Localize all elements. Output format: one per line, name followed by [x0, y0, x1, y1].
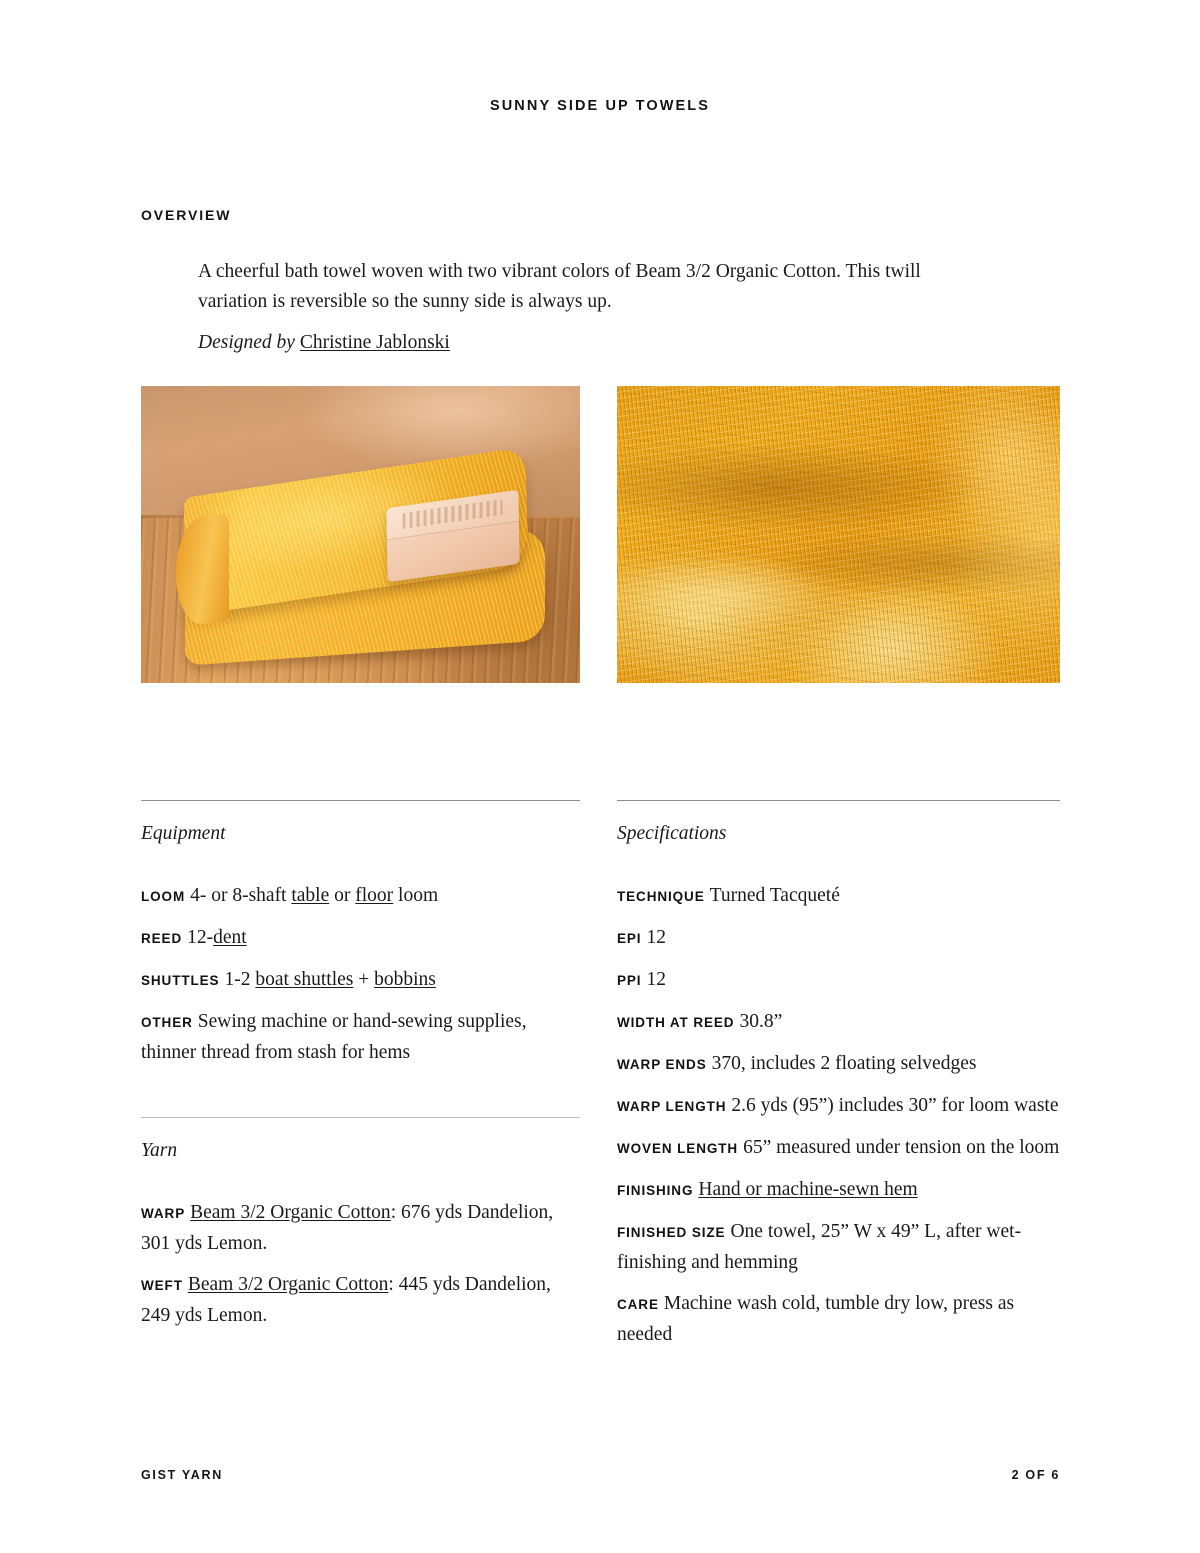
equipment-row-other: [141, 1007, 580, 1068]
yarn-row-warp: [141, 1198, 580, 1259]
yarn-row-weft: [141, 1270, 580, 1331]
spec-value-woven-length: 65” measured under tension on the loom: [743, 1137, 1060, 1158]
designed-by-line: [198, 328, 450, 358]
equipment-value-shuttles-pre: 1-2: [224, 969, 256, 990]
column-gap: [141, 1079, 580, 1117]
spec-row-woven-length: [617, 1133, 1060, 1164]
equipment-value-loom-mid: or: [329, 885, 356, 906]
equipment-link-table[interactable]: table: [291, 885, 330, 906]
equipment-label-loom: LOOM: [141, 889, 186, 904]
spec-label-woven-length: WOVEN LENGTH: [617, 1141, 739, 1156]
page-footer: [141, 1468, 1060, 1482]
page-title: SUNNY SIDE UP TOWELS: [489, 98, 711, 114]
photo-fabric-closeup: [617, 386, 1060, 683]
spec-row-warp-length: [617, 1091, 1060, 1122]
yarn-label-warp: WARP: [141, 1206, 186, 1221]
spec-value-width-at-reed: 30.8”: [739, 1011, 783, 1032]
equipment-row-loom: [141, 881, 580, 912]
spec-link-finishing-hem[interactable]: Hand or machine-sewn hem: [698, 1179, 918, 1200]
spec-label-ppi: PPI: [617, 973, 642, 988]
equipment-label-reed: REED: [141, 931, 183, 946]
spec-label-technique: TECHNIQUE: [617, 889, 705, 904]
yarn-title: Yarn: [141, 1140, 178, 1161]
spec-value-warp-ends: 370, includes 2 floating selvedges: [711, 1053, 977, 1074]
spec-row-width-at-reed: [617, 1007, 1060, 1038]
spec-value-ppi: 12: [646, 969, 666, 990]
spec-label-epi: EPI: [617, 931, 642, 946]
equipment-value-other: Sewing machine or hand-sewing supplies, thinner thread from stash for hems: [141, 1011, 527, 1063]
spec-row-care: [617, 1289, 1060, 1350]
equipment-row-shuttles: [141, 965, 580, 996]
equipment-divider: [141, 800, 580, 801]
specifications-title: Specifications: [617, 823, 727, 844]
spec-value-finished-size: One towel, 25” W x 49” L, after wet-finishing and hemming: [617, 1221, 1022, 1273]
footer-page-number: 2 OF 6: [1011, 1468, 1060, 1482]
yarn-link-warp-beam-cotton[interactable]: Beam 3/2 Organic Cotton: [190, 1202, 391, 1223]
yarn-divider: [141, 1117, 580, 1118]
equipment-row-reed: [141, 923, 580, 954]
yarn-value-warp: : 676 yds Dandelion, 301 yds Lemon.: [141, 1202, 554, 1254]
spec-value-care: Machine wash cold, tumble dry low, press as needed: [617, 1293, 1015, 1345]
left-column: [141, 800, 580, 1342]
equipment-value-reed-pre: 12-: [187, 927, 214, 948]
spec-value-warp-length: 2.6 yds (95”) includes 30” for loom waste: [731, 1095, 1059, 1116]
equipment-label-shuttles: SHUTTLES: [141, 973, 220, 988]
spec-row-warp-ends: [617, 1049, 1060, 1080]
equipment-value-shuttles-mid: +: [353, 969, 375, 990]
spec-value-technique: Turned Tacqueté: [709, 885, 840, 906]
yarn-link-weft-beam-cotton[interactable]: Beam 3/2 Organic Cotton: [187, 1274, 389, 1295]
equipment-title: Equipment: [141, 823, 226, 844]
spec-label-finishing: FINISHING: [617, 1183, 694, 1198]
yarn-value-weft: : 445 yds Dandelion, 249 yds Lemon.: [141, 1274, 551, 1326]
equipment-label-other: OTHER: [141, 1015, 193, 1030]
equipment-link-bobbins[interactable]: bobbins: [374, 969, 436, 990]
right-column: [617, 800, 1060, 1361]
spec-label-care: CARE: [617, 1297, 659, 1312]
spec-row-epi: [617, 923, 1060, 954]
spec-row-technique: [617, 881, 1060, 912]
equipment-value-loom-pre: 4- or 8-shaft: [190, 885, 292, 906]
spec-label-finished-size: FINISHED SIZE: [617, 1225, 726, 1240]
yarn-label-weft: WEFT: [141, 1278, 183, 1293]
equipment-link-floor[interactable]: floor: [355, 885, 394, 906]
specifications-divider: [617, 800, 1060, 801]
equipment-link-boat-shuttles[interactable]: boat shuttles: [255, 969, 354, 990]
overview-heading: OVERVIEW: [141, 207, 232, 223]
spec-row-ppi: [617, 965, 1060, 996]
equipment-link-dent[interactable]: dent: [213, 927, 247, 948]
spec-value-epi: 12: [646, 927, 666, 948]
equipment-value-loom-post: loom: [393, 885, 439, 906]
spec-label-width-at-reed: WIDTH AT REED: [617, 1015, 735, 1030]
spec-row-finishing: [617, 1175, 1060, 1206]
designer-link[interactable]: Christine Jablonski: [299, 332, 450, 353]
designed-by-label: Designed by: [198, 332, 295, 353]
fabric-fold-shading: [617, 386, 1060, 683]
footer-brand: GIST YARN: [141, 1468, 223, 1482]
spec-row-finished-size: [617, 1217, 1060, 1278]
spec-label-warp-length: WARP LENGTH: [617, 1099, 727, 1114]
overview-body: A cheerful bath towel woven with two vibrant colors of Beam 3/2 Organic Cotton. This twill variation is reversible so the sunny side is always up.: [198, 261, 921, 312]
spec-label-warp-ends: WARP ENDS: [617, 1057, 707, 1072]
photo-folded-towel-with-soap: [141, 386, 580, 683]
